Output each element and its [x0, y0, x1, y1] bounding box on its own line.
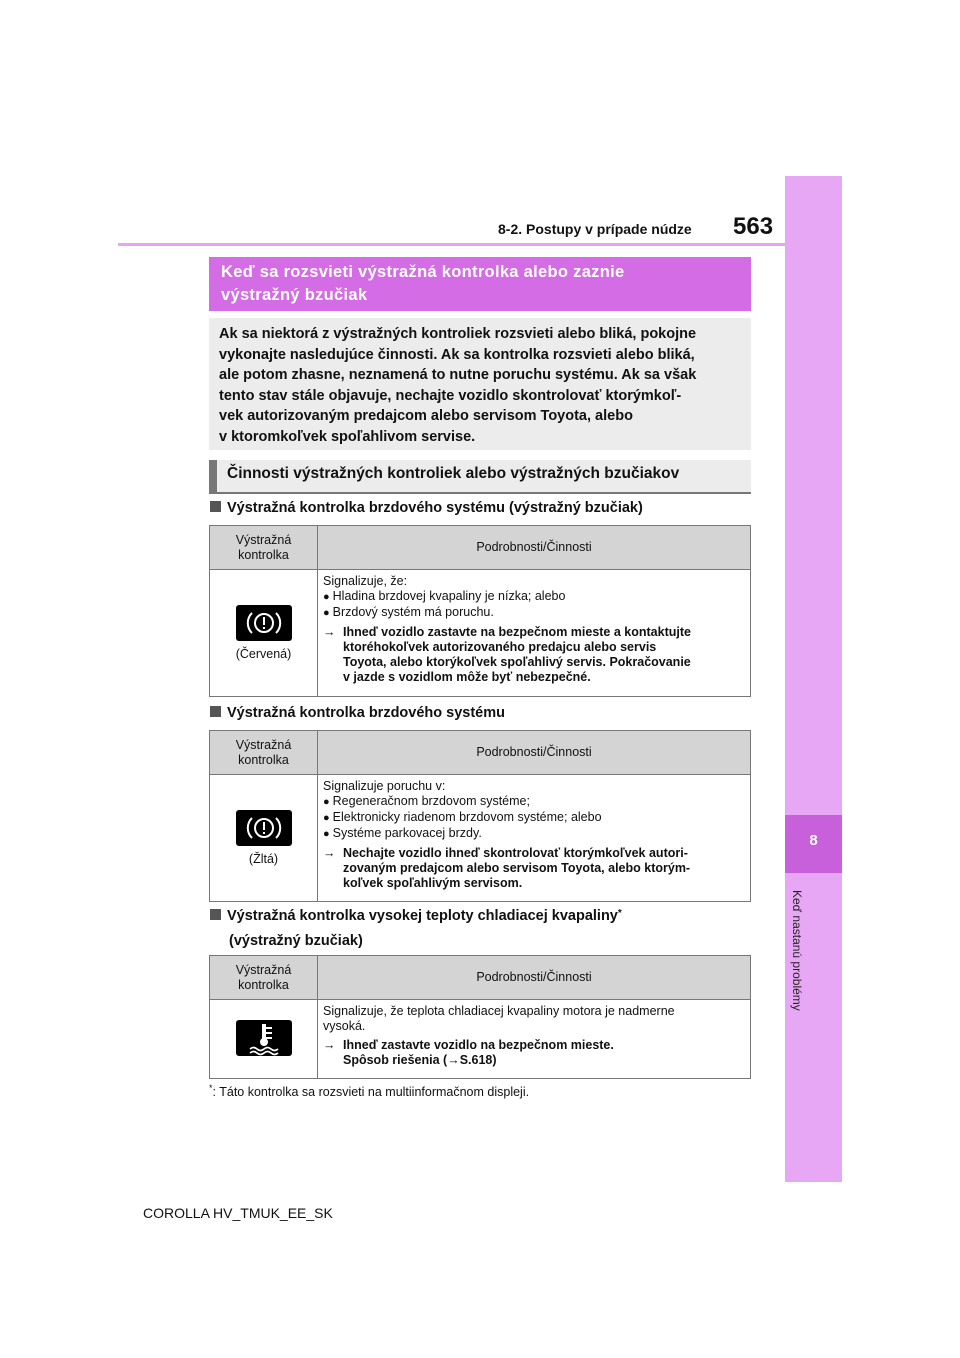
section-title-continued: (výstražný bzučiak) — [229, 933, 363, 949]
brake-warning-icon — [236, 605, 292, 641]
action-instruction: → Ihneď zastavte vozidlo na bezpečnom mieste. Spôsob riešenia (→S.618) — [323, 1038, 614, 1067]
table-header-lamp: Výstražná kontrolka — [210, 956, 318, 1000]
coolant-temperature-icon — [236, 1020, 292, 1056]
lamp-cell — [210, 570, 318, 697]
square-bullet-icon — [210, 501, 221, 512]
list-item: ● Regeneračnom brzdovom systéme; — [323, 794, 744, 810]
intro-text-box: Ak sa niektorá z výstražných kontroliek rozsvieti alebo bliká, pokojne vykonajte nasledujúce činnosti. Ak sa kontrolka rozsvieti alebo bliká, ale potom zhasne, neznamená to nutne poruchu systému. Ak sa však tento stav stále objavuje, nechajte vozidlo skontrolovať ktorýmkoľ- vek autorizovaným predajcom alebo servisom Toyota, alebo v ktoromkoľvek spoľahlivom servise. — [209, 318, 751, 450]
details-cell: Signalizuje, že teplota chladiacej kvapaliny motora je nadmerne vysoká. → Ihneď zastavte vozidlo na bezpečnom mieste. Spôsob riešenia (→S.618) — [318, 1000, 751, 1079]
arrow-right-icon: → — [323, 625, 336, 639]
chapter-label: Keď nastanú problémy — [790, 890, 804, 1011]
lamp-cell — [210, 775, 318, 902]
lamp-color-label: (Žltá) — [248, 852, 279, 866]
brake-warning-icon — [236, 810, 292, 846]
details-cell: Signalizuje, že: ● Hladina brzdovej kvapaliny je nízka; alebo ● Brzdový systém má poruchu. → Ihneď vozidlo zastavte na bezpečnom mieste a kontaktujte ktoréhokoľvek autorizovaného predajcu alebo servis Toyota, alebo ktorýkoľvek spoľahlivý servis. Pokračovanie v jazde s vozidlom môže byť nebezpečné. — [318, 570, 751, 697]
list-item: ● Systéme parkovacej brzdy. — [323, 826, 744, 842]
list-item: ● Hladina brzdovej kvapaliny je nízka; alebo — [323, 589, 744, 605]
page-number: 563 — [733, 213, 774, 240]
list-item: ● Brzdový systém má poruchu. — [323, 605, 744, 621]
table-header-details: Podrobnosti/Činnosti — [318, 731, 751, 775]
document-code: COROLLA HV_TMUK_EE_SK — [143, 1205, 333, 1221]
action-instruction: → Nechajte vozidlo ihneď skontrolovať ktorýmkoľvek autori- zovaným predajcom alebo servisom Toyota, alebo ktorým- koľvek spoľahlivým servisom. — [323, 846, 691, 890]
main-heading: Keď sa rozsvieti výstražná kontrolka alebo zaznie výstražný bzučiak — [209, 257, 751, 311]
lamp-cell — [210, 1000, 318, 1079]
chapter-number: 8 — [809, 832, 818, 849]
action-instruction: → Ihneď vozidlo zastavte na bezpečnom mieste a kontaktujte ktoréhokoľvek autorizovaného predajcu alebo servis Toyota, alebo ktorýkoľvek spoľahlivý servis. Pokračovanie v jazde s vozidlom môže byť nebezpečné. — [323, 625, 691, 684]
arrow-right-icon: → — [323, 846, 336, 860]
table-header-details: Podrobnosti/Činnosti — [318, 956, 751, 1000]
table-header-details: Podrobnosti/Činnosti — [318, 526, 751, 570]
table-header-lamp: Výstražná kontrolka — [210, 526, 318, 570]
section-title: Výstražná kontrolka brzdového systému — [210, 705, 505, 721]
warning-table — [209, 730, 751, 902]
details-cell: Signalizuje poruchu v: ● Regeneračnom brzdovom systéme; ● Elektronicky riadenom brzdovom systéme; alebo ● Systéme parkovacej brzdy. → Nechajte vozidlo ihneď skontrolovať ktorýmkoľvek autori- zovaným predajcom alebo servisom Toyota, alebo ktorým- koľvek spoľahlivým servisom. — [318, 775, 751, 902]
warning-table — [209, 955, 751, 1079]
section-title: Výstražná kontrolka brzdového systému (výstražný bzučiak) — [210, 500, 643, 516]
footnote: *: Táto kontrolka sa rozsvieti na multiinformačnom displeji. — [209, 1083, 530, 1100]
table-header-lamp: Výstražná kontrolka — [210, 731, 318, 775]
arrow-right-icon: → — [323, 1038, 336, 1052]
section-title: Výstražná kontrolka vysokej teploty chladiacej kvapaliny* — [210, 908, 622, 924]
square-bullet-icon — [210, 706, 221, 717]
section-reference: 8-2. Postupy v prípade núdze — [498, 221, 692, 237]
list-item: ● Elektronicky riadenom brzdovom systéme; alebo — [323, 810, 744, 826]
header-divider — [118, 243, 785, 246]
sub-heading: Činnosti výstražných kontroliek alebo výstražných bzučiakov — [209, 460, 751, 494]
lamp-color-label: (Červená) — [235, 647, 292, 661]
warning-table — [209, 525, 751, 697]
square-bullet-icon — [210, 909, 221, 920]
